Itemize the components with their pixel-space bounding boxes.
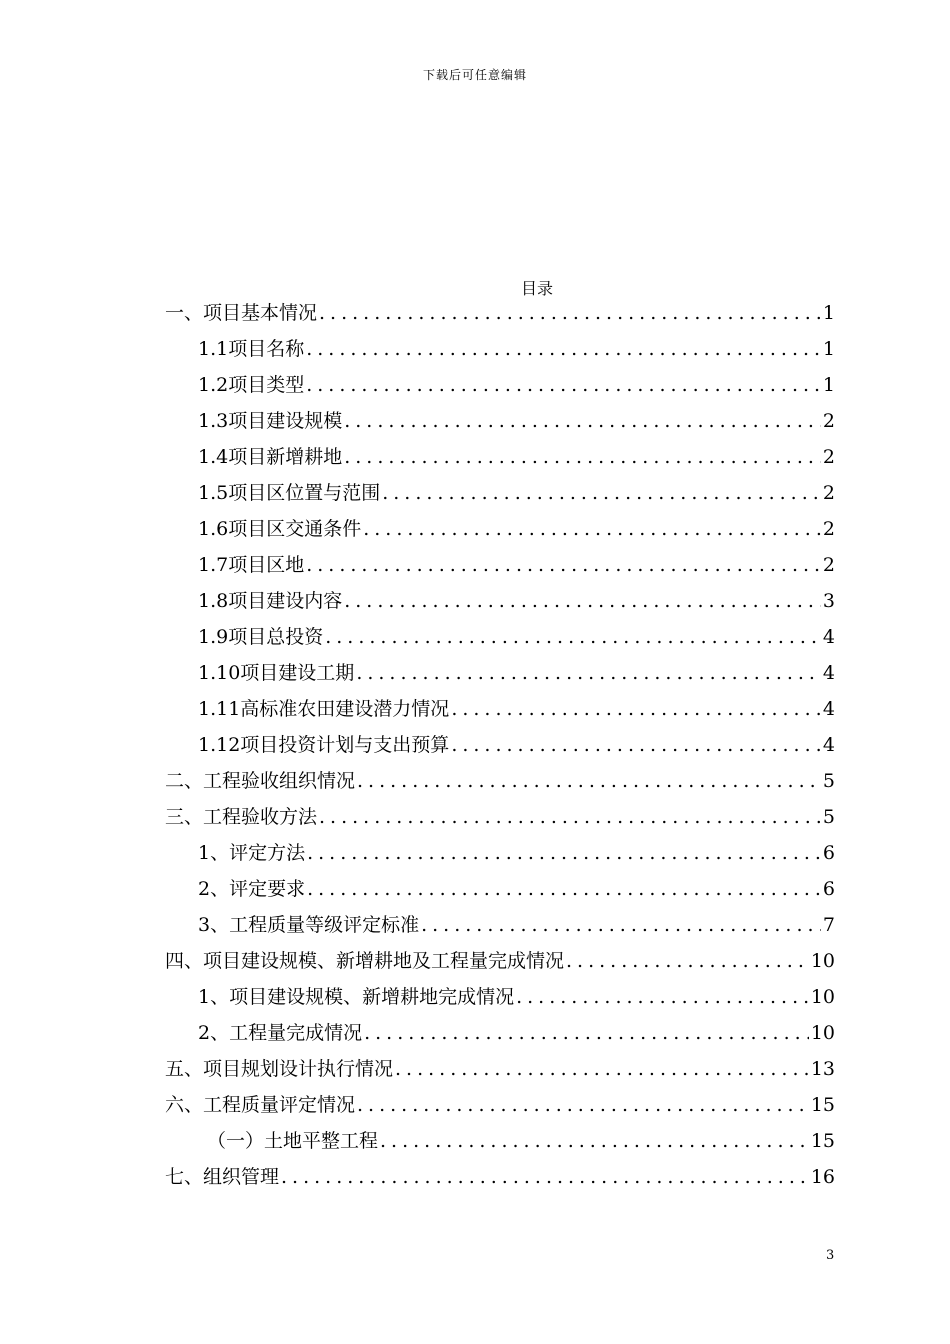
toc-entry-page: 2 xyxy=(822,554,835,576)
toc-entry-title: 1.3项目建设规模 xyxy=(198,410,343,432)
toc-dot-leader xyxy=(342,583,821,619)
toc-entry-title: 1.8项目建设内容 xyxy=(198,590,343,612)
toc-entry-page: 6 xyxy=(822,878,835,900)
toc-entry-title: 五、项目规划设计执行情况 xyxy=(165,1058,394,1080)
toc-entry-page: 1 xyxy=(822,338,835,360)
toc-dot-leader xyxy=(355,1087,809,1123)
toc-entry[interactable] xyxy=(165,367,835,403)
toc-entry[interactable] xyxy=(165,439,835,475)
toc-dot-leader xyxy=(305,871,821,907)
toc-entry-title: 1、评定方法 xyxy=(198,842,306,864)
toc-entry[interactable] xyxy=(165,763,835,799)
toc-dot-leader xyxy=(305,835,821,871)
toc-entry-page: 2 xyxy=(822,446,835,468)
toc-entry[interactable] xyxy=(165,1159,835,1195)
toc-entry[interactable] xyxy=(165,691,835,727)
page-header: 下载后可任意编辑 xyxy=(422,68,527,82)
toc-entry[interactable] xyxy=(165,511,835,547)
toc-dot-leader xyxy=(354,655,821,691)
toc-entry[interactable] xyxy=(165,583,835,619)
toc-entry[interactable] xyxy=(165,943,835,979)
toc-entry[interactable] xyxy=(165,799,835,835)
toc-dot-leader xyxy=(419,907,821,943)
toc-entry-title: 2、工程量完成情况 xyxy=(198,1022,363,1044)
toc-dot-leader xyxy=(342,439,821,475)
toc-entry-title: 二、工程验收组织情况 xyxy=(165,770,356,792)
toc-dot-leader xyxy=(362,1015,809,1051)
toc-entry-page: 15 xyxy=(810,1130,835,1152)
toc-entry-page: 13 xyxy=(810,1058,835,1080)
toc-dot-leader xyxy=(361,511,821,547)
toc-dot-leader xyxy=(449,691,821,727)
toc-entry[interactable] xyxy=(165,403,835,439)
toc-entry-page: 1 xyxy=(822,302,835,324)
toc-entry[interactable] xyxy=(165,295,835,331)
toc-dot-leader xyxy=(304,367,821,403)
toc-entry-title: 1.11高标准农田建设潜力情况 xyxy=(198,698,450,720)
toc-entry-title: 1.7项目区地 xyxy=(198,554,305,576)
toc-entry-page: 5 xyxy=(822,770,835,792)
toc-dot-leader xyxy=(323,619,821,655)
toc-entry-page: 5 xyxy=(822,806,835,828)
toc-entry-title: 1、项目建设规模、新增耕地完成情况 xyxy=(198,986,515,1008)
toc-dot-leader xyxy=(378,1123,809,1159)
toc-entry-title: 1.5项目区位置与范围 xyxy=(198,482,381,504)
toc-entry-page: 10 xyxy=(810,950,835,972)
toc-entry[interactable] xyxy=(165,871,835,907)
toc-entry-page: 1 xyxy=(822,374,835,396)
toc-dot-leader xyxy=(449,727,821,763)
toc-dot-leader xyxy=(393,1051,809,1087)
toc-entry[interactable] xyxy=(165,907,835,943)
toc-entry[interactable] xyxy=(165,619,835,655)
toc-entry-title: 3、工程质量等级评定标准 xyxy=(198,914,420,936)
toc-dot-leader xyxy=(317,295,821,331)
toc-entry-title: 2、评定要求 xyxy=(198,878,306,900)
toc-dot-leader xyxy=(304,547,821,583)
toc-entry-title: 1.2项目类型 xyxy=(198,374,305,396)
toc-title: 目录 xyxy=(520,279,553,298)
toc-entry-page: 2 xyxy=(822,482,835,504)
toc-entry-title: 1.4项目新增耕地 xyxy=(198,446,343,468)
toc-entry[interactable] xyxy=(165,835,835,871)
toc-entry-page: 4 xyxy=(822,662,835,684)
toc-entry-page: 6 xyxy=(822,842,835,864)
toc-dot-leader xyxy=(380,475,821,511)
toc-entry[interactable] xyxy=(165,1051,835,1087)
toc-dot-leader xyxy=(317,799,821,835)
toc-entry-title: 六、工程质量评定情况 xyxy=(165,1094,356,1116)
toc-entry-title: （一）土地平整工程 xyxy=(207,1130,379,1152)
toc-entry-page: 10 xyxy=(810,1022,835,1044)
toc-entry[interactable] xyxy=(165,475,835,511)
toc-entry[interactable] xyxy=(165,1123,835,1159)
toc-entry-page: 7 xyxy=(822,914,835,936)
toc-entry[interactable] xyxy=(165,727,835,763)
toc-entry-page: 4 xyxy=(822,698,835,720)
toc-entry-title: 1.12项目投资计划与支出预算 xyxy=(198,734,450,756)
toc-entry-page: 4 xyxy=(822,734,835,756)
toc-entry[interactable] xyxy=(165,1015,835,1051)
toc-dot-leader xyxy=(304,331,821,367)
toc-entry-title: 1.6项目区交通条件 xyxy=(198,518,362,540)
toc-entry-title: 1.10项目建设工期 xyxy=(198,662,355,684)
toc-entry-page: 2 xyxy=(822,410,835,432)
toc-entry-page: 2 xyxy=(822,518,835,540)
toc-entry[interactable] xyxy=(165,331,835,367)
toc-entry[interactable] xyxy=(165,655,835,691)
toc-dot-leader xyxy=(279,1159,809,1195)
toc-entry-page: 4 xyxy=(822,626,835,648)
toc-dot-leader xyxy=(355,763,821,799)
toc-entry-title: 四、项目建设规模、新增耕地及工程量完成情况 xyxy=(165,950,565,972)
toc-entry-page: 16 xyxy=(810,1166,835,1188)
toc-entry-page: 10 xyxy=(810,986,835,1008)
toc-dot-leader xyxy=(342,403,821,439)
toc-entry[interactable] xyxy=(165,1087,835,1123)
toc-entry[interactable] xyxy=(165,547,835,583)
toc-entry-page: 3 xyxy=(822,590,835,612)
table-of-contents xyxy=(165,295,835,1195)
toc-entry-title: 1.1项目名称 xyxy=(198,338,305,360)
toc-entry-title: 七、组织管理 xyxy=(165,1166,280,1188)
toc-entry-title: 一、项目基本情况 xyxy=(165,302,318,324)
page-number: 3 xyxy=(826,1248,835,1263)
toc-entry-title: 三、工程验收方法 xyxy=(165,806,318,828)
toc-dot-leader xyxy=(564,943,809,979)
toc-entry[interactable] xyxy=(165,979,835,1015)
toc-entry-title: 1.9项目总投资 xyxy=(198,626,324,648)
toc-dot-leader xyxy=(514,979,809,1015)
toc-entry-page: 15 xyxy=(810,1094,835,1116)
